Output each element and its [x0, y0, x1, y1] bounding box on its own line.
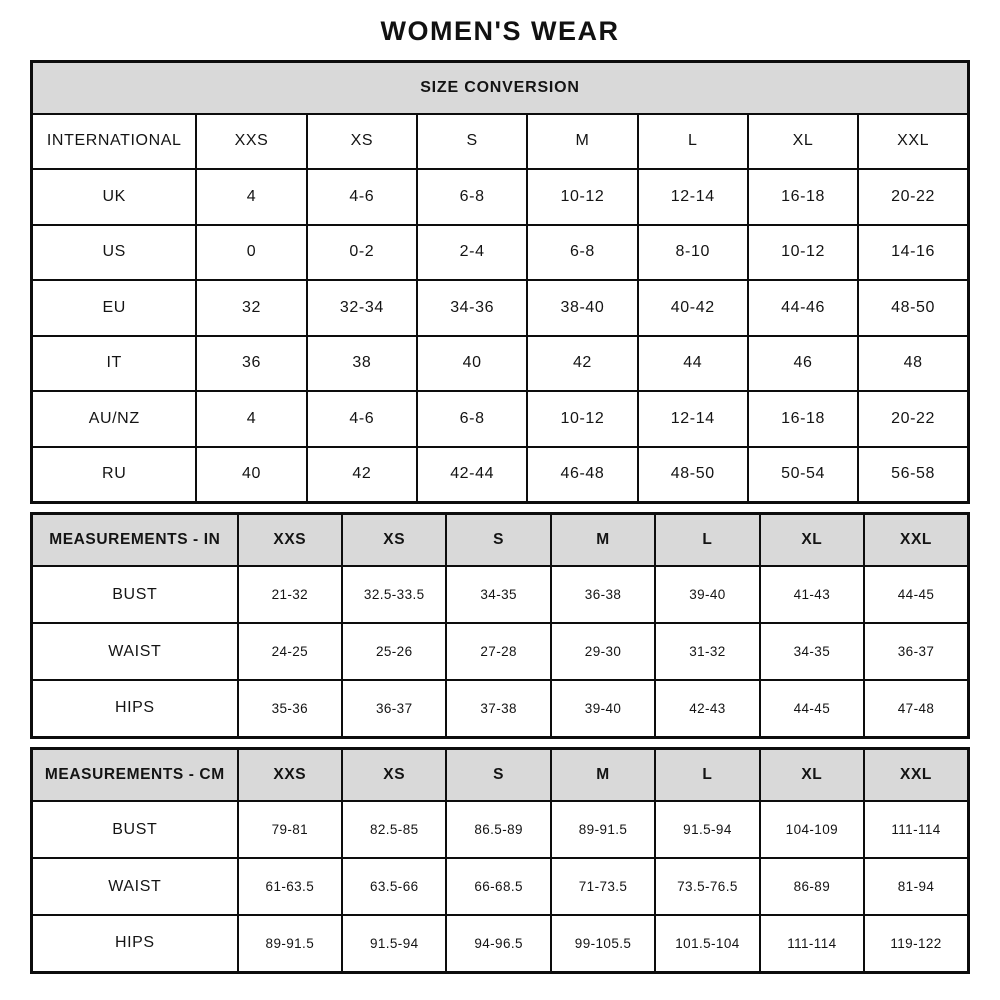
- value-cell: 24-25: [238, 623, 342, 680]
- row-label-hips: HIPS: [32, 680, 238, 737]
- size-header-xl: XL: [760, 748, 864, 801]
- size-header-xl: XL: [760, 513, 864, 566]
- value-cell: 89-91.5: [238, 915, 342, 972]
- value-cell: 71-73.5: [551, 858, 655, 915]
- value-cell: 4-6: [307, 169, 417, 225]
- value-cell: 44: [638, 336, 748, 392]
- value-cell: 79-81: [238, 801, 342, 858]
- value-cell: 38-40: [527, 280, 637, 336]
- value-cell: 73.5-76.5: [655, 858, 759, 915]
- value-cell: 21-32: [238, 566, 342, 623]
- value-cell: 32.5-33.5: [342, 566, 446, 623]
- row-label-us: US: [32, 225, 197, 281]
- value-cell: 42: [527, 336, 637, 392]
- value-cell: 91.5-94: [655, 801, 759, 858]
- value-cell: 44-45: [760, 680, 864, 737]
- value-cell: 56-58: [858, 447, 968, 503]
- value-cell: 4: [196, 169, 306, 225]
- value-cell: 81-94: [864, 858, 968, 915]
- column-header-xs: XS: [307, 114, 417, 170]
- value-cell: 91.5-94: [342, 915, 446, 972]
- size-conversion-table: [30, 60, 970, 504]
- value-cell: 36-37: [864, 623, 968, 680]
- value-cell: 44-45: [864, 566, 968, 623]
- value-cell: 44-46: [748, 280, 858, 336]
- value-cell: 86.5-89: [446, 801, 550, 858]
- column-header-xl: XL: [748, 114, 858, 170]
- value-cell: 82.5-85: [342, 801, 446, 858]
- row-label-eu: EU: [32, 280, 197, 336]
- value-cell: 46-48: [527, 447, 637, 503]
- size-header-xs: XS: [342, 513, 446, 566]
- value-cell: 34-35: [760, 623, 864, 680]
- value-cell: 40: [196, 447, 306, 503]
- value-cell: 111-114: [760, 915, 864, 972]
- size-header-s: S: [446, 513, 550, 566]
- size-header-l: L: [655, 513, 759, 566]
- size-header-xxs: XXS: [238, 513, 342, 566]
- column-header-international: INTERNATIONAL: [32, 114, 197, 170]
- value-cell: 10-12: [527, 391, 637, 447]
- size-header-l: L: [655, 748, 759, 801]
- value-cell: 39-40: [655, 566, 759, 623]
- size-header-xs: XS: [342, 748, 446, 801]
- value-cell: 66-68.5: [446, 858, 550, 915]
- value-cell: 27-28: [446, 623, 550, 680]
- size-header-m: M: [551, 748, 655, 801]
- value-cell: 40: [417, 336, 527, 392]
- measurements-cm-header: MEASUREMENTS - CM: [32, 748, 238, 801]
- measurements-in-header: MEASUREMENTS - IN: [32, 513, 238, 566]
- value-cell: 34-35: [446, 566, 550, 623]
- row-label-uk: UK: [32, 169, 197, 225]
- value-cell: 12-14: [638, 169, 748, 225]
- value-cell: 10-12: [748, 225, 858, 281]
- value-cell: 39-40: [551, 680, 655, 737]
- value-cell: 32-34: [307, 280, 417, 336]
- value-cell: 20-22: [858, 391, 968, 447]
- value-cell: 94-96.5: [446, 915, 550, 972]
- value-cell: 31-32: [655, 623, 759, 680]
- value-cell: 41-43: [760, 566, 864, 623]
- value-cell: 34-36: [417, 280, 527, 336]
- value-cell: 2-4: [417, 225, 527, 281]
- value-cell: 46: [748, 336, 858, 392]
- value-cell: 48: [858, 336, 968, 392]
- value-cell: 8-10: [638, 225, 748, 281]
- value-cell: 6-8: [417, 169, 527, 225]
- value-cell: 6-8: [527, 225, 637, 281]
- value-cell: 99-105.5: [551, 915, 655, 972]
- column-header-l: L: [638, 114, 748, 170]
- measurements-in-table: [30, 512, 970, 739]
- column-header-m: M: [527, 114, 637, 170]
- value-cell: 40-42: [638, 280, 748, 336]
- value-cell: 0-2: [307, 225, 417, 281]
- value-cell: 42-44: [417, 447, 527, 503]
- row-label-bust: BUST: [32, 566, 238, 623]
- value-cell: 104-109: [760, 801, 864, 858]
- row-label-hips: HIPS: [32, 915, 238, 972]
- value-cell: 119-122: [864, 915, 968, 972]
- row-label-bust: BUST: [32, 801, 238, 858]
- value-cell: 42-43: [655, 680, 759, 737]
- value-cell: 0: [196, 225, 306, 281]
- value-cell: 35-36: [238, 680, 342, 737]
- value-cell: 38: [307, 336, 417, 392]
- value-cell: 61-63.5: [238, 858, 342, 915]
- row-label-it: IT: [32, 336, 197, 392]
- value-cell: 32: [196, 280, 306, 336]
- value-cell: 4: [196, 391, 306, 447]
- value-cell: 47-48: [864, 680, 968, 737]
- page-title: WOMEN'S WEAR: [380, 16, 620, 46]
- value-cell: 48-50: [638, 447, 748, 503]
- value-cell: 16-18: [748, 391, 858, 447]
- value-cell: 4-6: [307, 391, 417, 447]
- column-header-xxl: XXL: [858, 114, 968, 170]
- value-cell: 25-26: [342, 623, 446, 680]
- row-label-au-nz: AU/NZ: [32, 391, 197, 447]
- value-cell: 6-8: [417, 391, 527, 447]
- value-cell: 86-89: [760, 858, 864, 915]
- value-cell: 12-14: [638, 391, 748, 447]
- value-cell: 37-38: [446, 680, 550, 737]
- value-cell: 10-12: [527, 169, 637, 225]
- size-header-xxl: XXL: [864, 513, 968, 566]
- value-cell: 63.5-66: [342, 858, 446, 915]
- size-header-xxl: XXL: [864, 748, 968, 801]
- size-header-m: M: [551, 513, 655, 566]
- value-cell: 29-30: [551, 623, 655, 680]
- value-cell: 16-18: [748, 169, 858, 225]
- column-header-xxs: XXS: [196, 114, 306, 170]
- value-cell: 50-54: [748, 447, 858, 503]
- value-cell: 36-37: [342, 680, 446, 737]
- value-cell: 14-16: [858, 225, 968, 281]
- value-cell: 36-38: [551, 566, 655, 623]
- value-cell: 48-50: [858, 280, 968, 336]
- column-header-s: S: [417, 114, 527, 170]
- row-label-waist: WAIST: [32, 858, 238, 915]
- size-conversion-banner: SIZE CONVERSION: [32, 62, 969, 114]
- value-cell: 101.5-104: [655, 915, 759, 972]
- row-label-waist: WAIST: [32, 623, 238, 680]
- size-header-xxs: XXS: [238, 748, 342, 801]
- measurements-cm-table: [30, 747, 970, 974]
- size-header-s: S: [446, 748, 550, 801]
- value-cell: 20-22: [858, 169, 968, 225]
- row-label-ru: RU: [32, 447, 197, 503]
- value-cell: 111-114: [864, 801, 968, 858]
- value-cell: 89-91.5: [551, 801, 655, 858]
- value-cell: 42: [307, 447, 417, 503]
- value-cell: 36: [196, 336, 306, 392]
